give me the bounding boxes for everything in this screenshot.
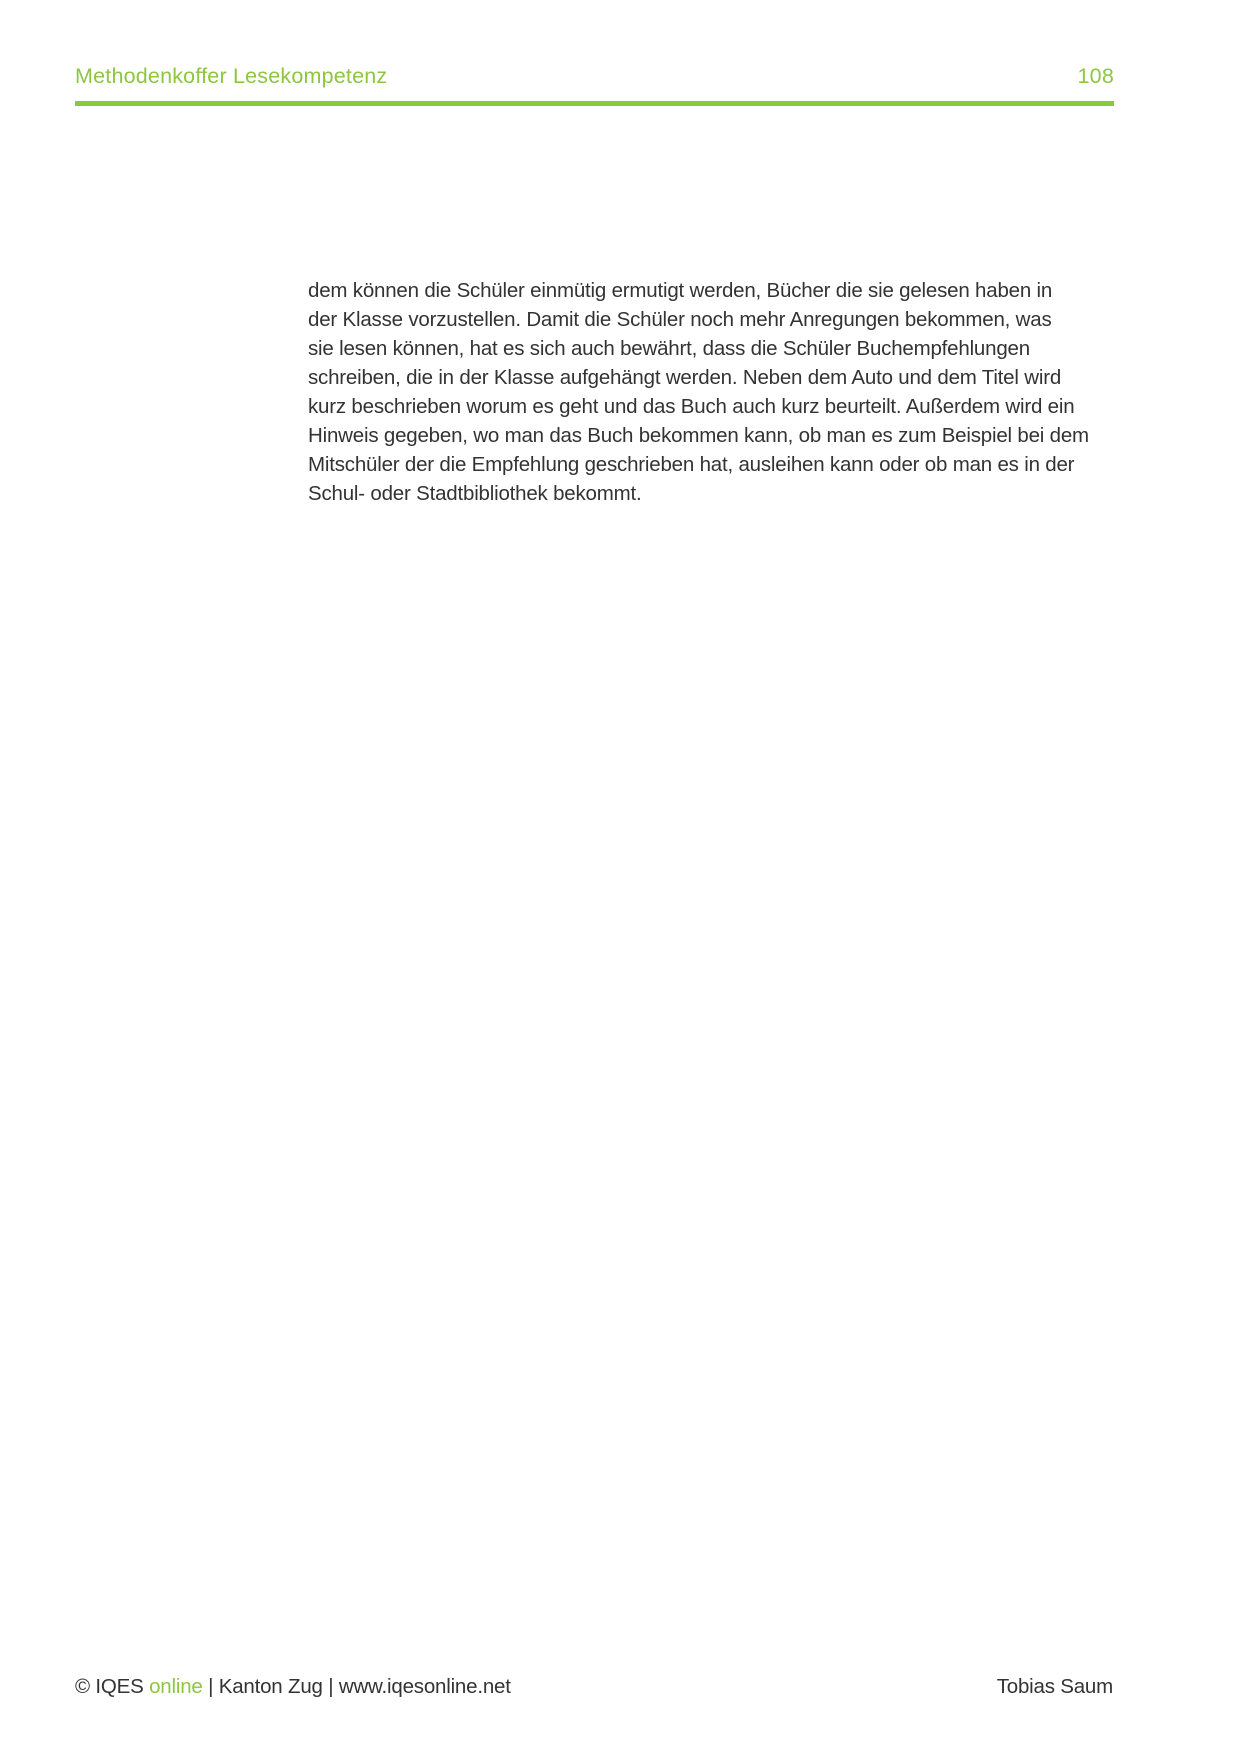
brand-name: online — [149, 1675, 203, 1698]
paragraph-line: der Klasse vorzustellen. Damit die Schüler noch mehr Anregungen bekommen, was — [308, 308, 1052, 331]
footer-author: Tobias Saum — [996, 1675, 1113, 1698]
page-header — [75, 63, 1114, 89]
paragraph-line: dem können die Schüler einmütig ermutigt werden, Bücher die sie gelesen haben in — [308, 279, 1053, 302]
header-title: Methodenkoffer Lesekompetenz — [75, 64, 388, 88]
copyright-text: © IQES — [75, 1675, 150, 1698]
page-number: 108 — [1077, 64, 1114, 88]
copyright-suffix: | Kanton Zug | www.iqesonline.net — [202, 1675, 511, 1698]
paragraph-line: Schul- oder Stadtbibliothek bekommt. — [308, 482, 642, 505]
paragraph-line: Mitschüler der die Empfehlung geschrieben hat, ausleihen kann oder ob man es in der — [308, 453, 1075, 476]
paragraph-line: schreiben, die in der Klasse aufgehängt werden. Neben dem Auto und dem Titel wird — [308, 366, 1062, 389]
paragraph-line: kurz beschrieben worum es geht und das Buch auch kurz beurteilt. Außerdem wird ein — [308, 395, 1075, 418]
paragraph-line: Hinweis gegeben, wo man das Buch bekommen kann, ob man es zum Beispiel bei dem — [308, 424, 1089, 447]
page-footer — [75, 1674, 1113, 1700]
body-paragraph — [308, 276, 1089, 508]
footer-copyright — [75, 1674, 511, 1700]
header-rule — [75, 101, 1114, 106]
paragraph-line: sie lesen können, hat es sich auch bewährt, dass die Schüler Buchempfehlungen — [308, 337, 1030, 360]
